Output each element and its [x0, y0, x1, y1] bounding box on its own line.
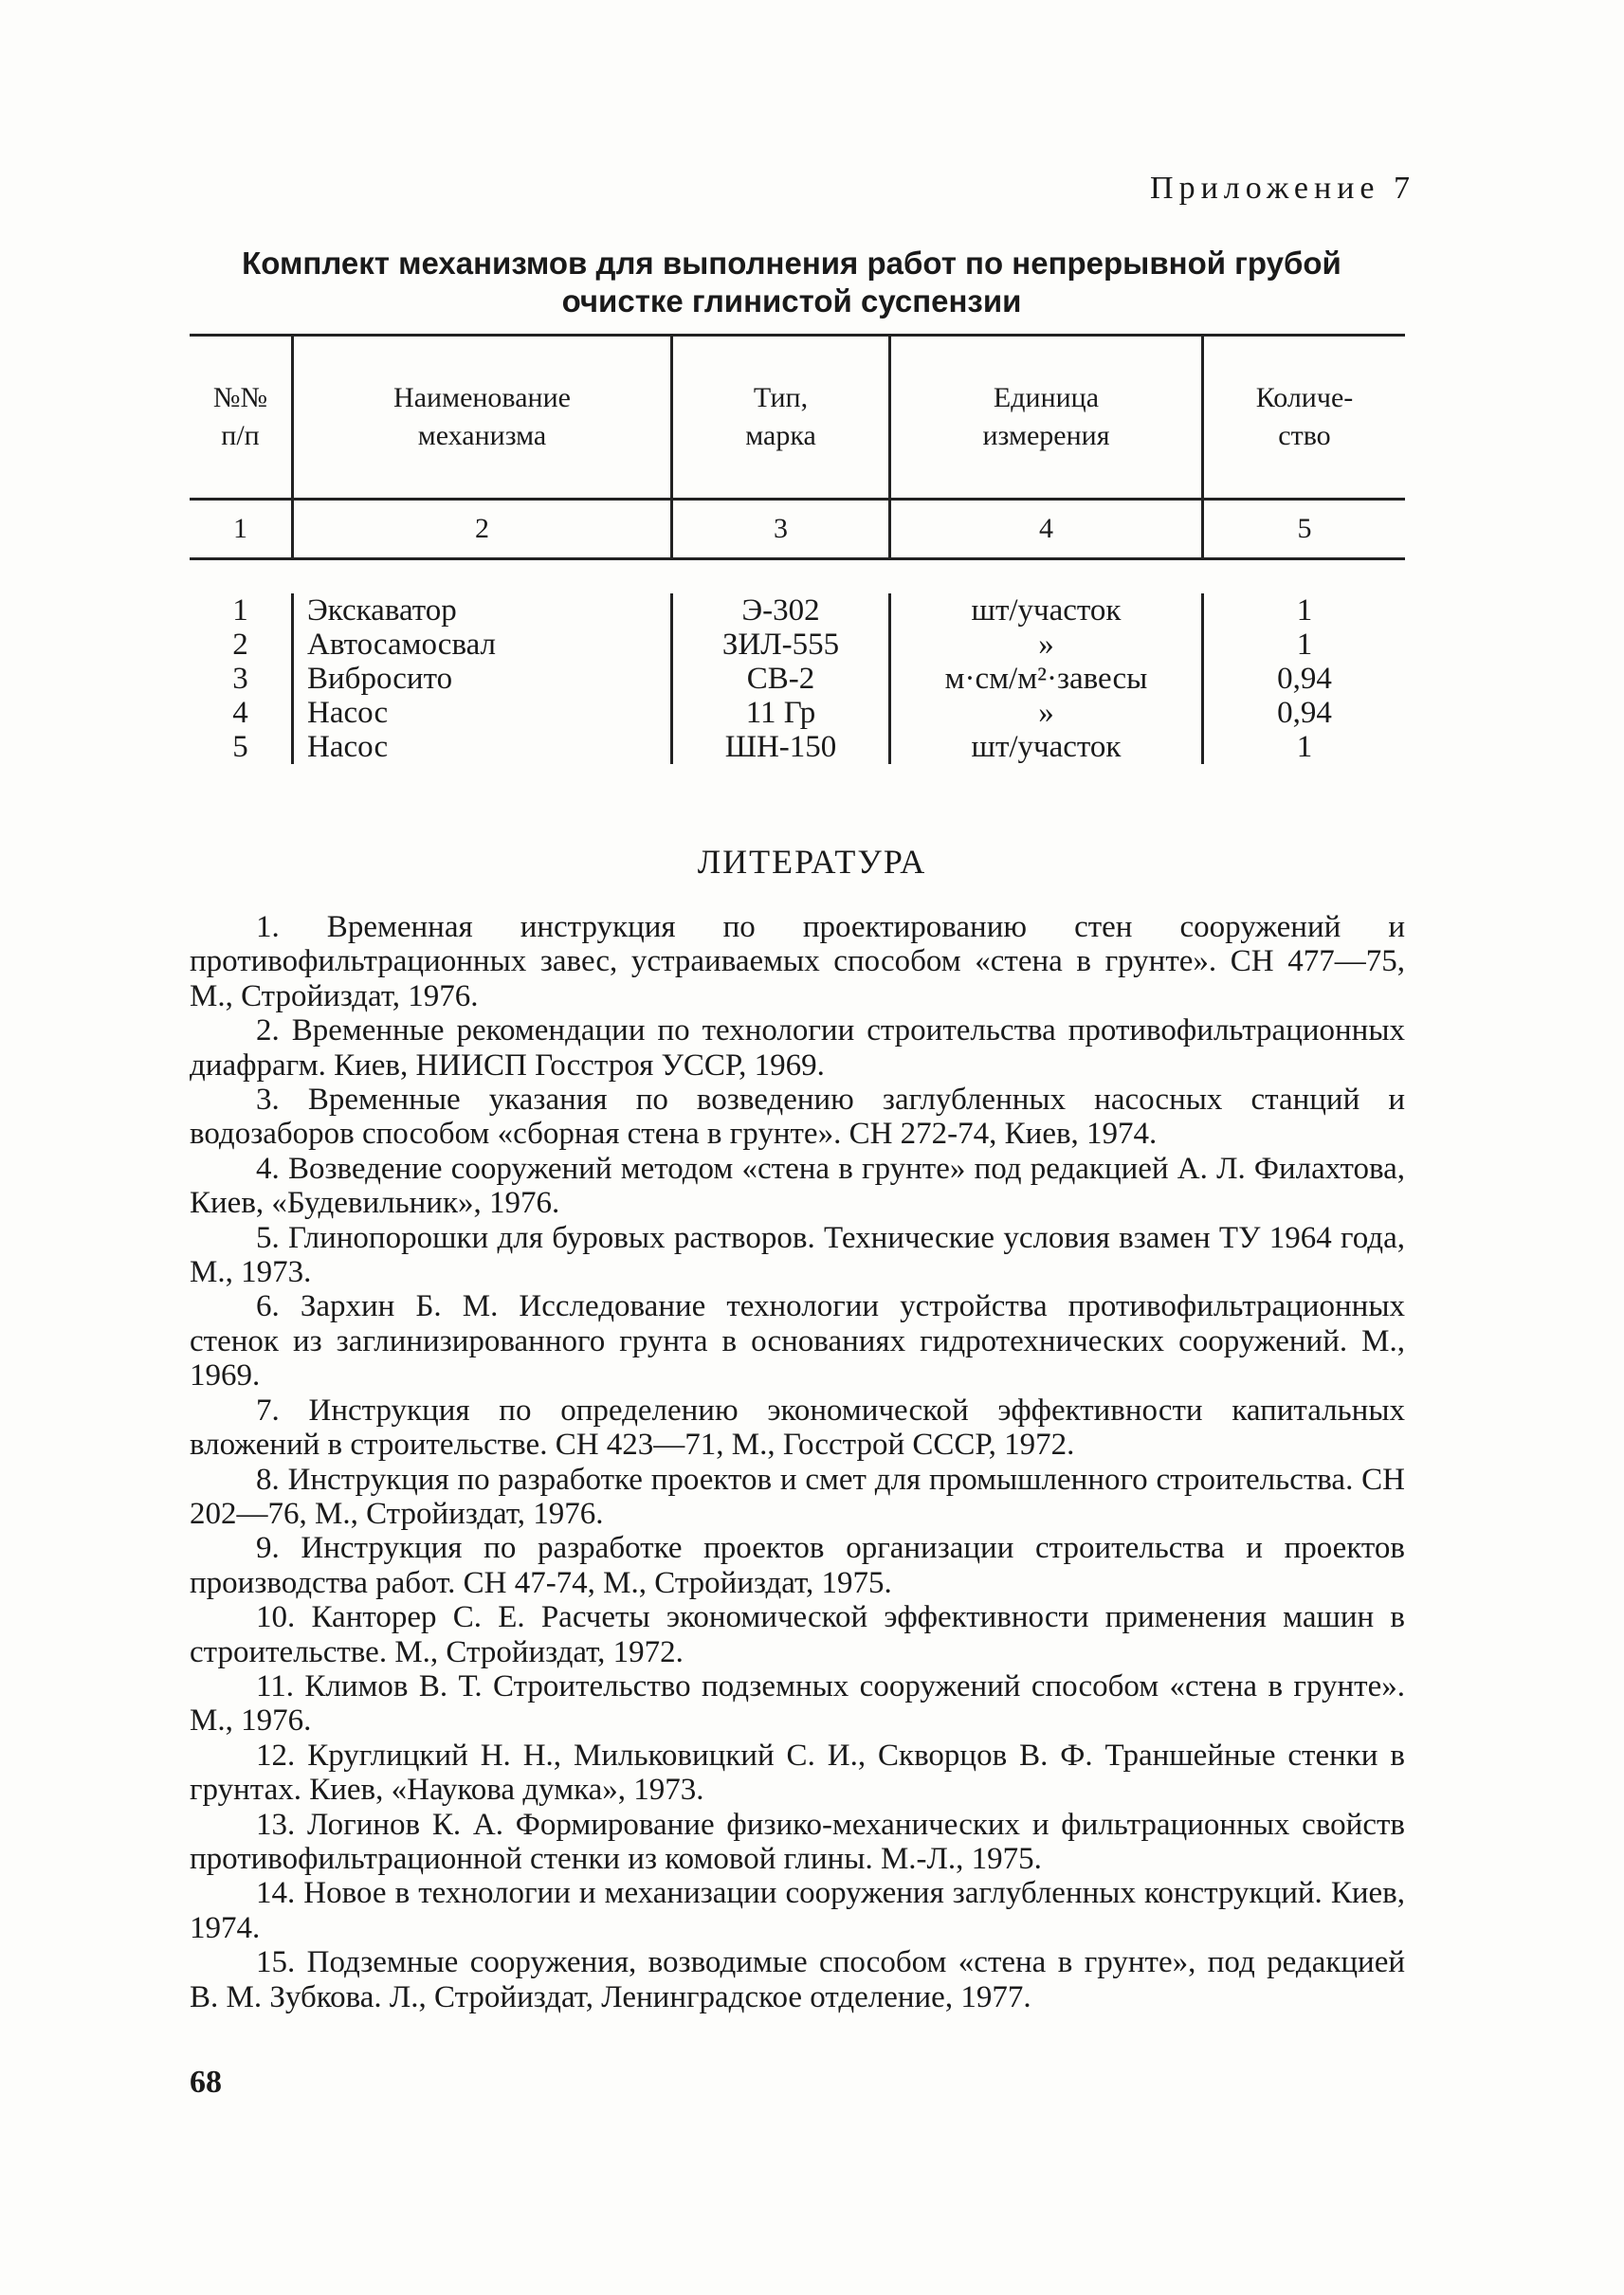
header-type-line-1: Тип, — [753, 382, 809, 413]
row-name: Насос — [294, 730, 673, 764]
reference-item: 4. Возведение сооружений методом «стена в грунте» под редакцией А. Л. Филахтова, Киев, «Будевильник», 1976. — [190, 1151, 1405, 1221]
reference-item: 13. Логинов К. А. Формирование физико-механических и фильтрационных свойств противофильтрационной стенки из комовой глины. М.-Л., 1975. — [190, 1807, 1405, 1876]
row-num: 4 — [190, 696, 294, 730]
literature-heading: ЛИТЕРАТУРА — [697, 843, 927, 881]
row-unit: » — [891, 696, 1204, 730]
header-num — [190, 337, 294, 498]
reference-item: 15. Подземные сооружения, возводимые способом «стена в грунте», под редакцией В. М. Зубкова. Л., Стройиздат, Ленинградское отделение, 1977. — [190, 1945, 1405, 2014]
header-name-line-1: Наименование — [393, 382, 571, 413]
table-row — [190, 730, 1405, 764]
row-num: 3 — [190, 662, 294, 696]
table-row — [190, 593, 1405, 628]
row-type: 11 Гр — [673, 696, 891, 730]
reference-item: 7. Инструкция по определению экономической эффективности капитальных вложений в строительстве. СН 423—71, М., Госстрой СССР, 1972. — [190, 1393, 1405, 1463]
header-unit — [891, 337, 1204, 498]
table-title-line-2: очистке глинистой суспензии — [561, 283, 1022, 319]
page-number: 68 — [190, 2065, 222, 2100]
reference-item: 14. Новое в технологии и механизации сооружения заглубленных конструкций. Киев, 1974. — [190, 1876, 1405, 1945]
row-unit: шт/участок — [891, 593, 1204, 628]
reference-item: 10. Канторер С. Е. Расчеты экономической эффективности применения машин в строительстве. М., Стройиздат, 1972. — [190, 1600, 1405, 1669]
reference-item: 8. Инструкция по разработке проектов и смет для промышленного строительства. СН 202—76, М., Стройиздат, 1976. — [190, 1462, 1405, 1531]
table-row — [190, 696, 1405, 730]
column-number: 4 — [891, 501, 1204, 557]
row-qty: 1 — [1296, 628, 1313, 662]
column-number-row — [190, 498, 1405, 560]
reference-item: 9. Инструкция по разработке проектов организации строительства и проектов производства работ. СН 47-74, М., Стройиздат, 1975. — [190, 1531, 1405, 1600]
header-qty-line-1: Количе- — [1255, 382, 1354, 413]
header-name — [294, 337, 673, 498]
column-number: 2 — [294, 501, 673, 557]
table-title-line-1: Комплект механизмов для выполнения работ по непрерывной грубой — [242, 246, 1341, 281]
header-type-line-2: марка — [745, 420, 816, 451]
row-type: ЗИЛ-555 — [673, 628, 891, 662]
row-unit: м·см/м²·завесы — [891, 662, 1204, 696]
row-qty: 1 — [1296, 730, 1313, 764]
reference-item: 11. Климов В. Т. Строительство подземных сооружений способом «стена в грунте». М., 1976. — [190, 1668, 1405, 1739]
row-type: ШН-150 — [673, 730, 891, 764]
row-qty: 0,94 — [1277, 662, 1332, 696]
header-unit-line-2: измерения — [982, 420, 1110, 451]
row-num: 5 — [190, 730, 294, 764]
row-num: 2 — [190, 628, 294, 662]
row-qty: 0,94 — [1277, 696, 1332, 730]
row-name: Автосамосвал — [294, 628, 673, 662]
header-num-line-2: п/п — [221, 420, 260, 451]
header-name-line-2: механизма — [417, 420, 547, 451]
table-row — [190, 628, 1405, 662]
row-unit: шт/участок — [891, 730, 1204, 764]
header-qty — [1204, 337, 1405, 498]
reference-item: 2. Временные рекомендации по технологии строительства противофильтрационных диафрагм. Киев, НИИСП Госстроя УССР, 1969. — [190, 1013, 1405, 1083]
row-type: Э-302 — [673, 593, 891, 628]
row-unit: » — [891, 628, 1204, 662]
table-row — [190, 662, 1405, 696]
row-num: 1 — [190, 593, 294, 628]
table-body — [190, 560, 1405, 764]
row-type: СВ-2 — [673, 662, 891, 696]
header-qty-line-2: ство — [1278, 420, 1331, 451]
row-name: Насос — [294, 696, 673, 730]
row-name: Экскаватор — [294, 593, 673, 628]
reference-item: 6. Зархин Б. М. Исследование технологии устройства противофильтрационных стенок из заглинизированного грунта в основаниях гидротехнических сооружений. М., 1969. — [190, 1289, 1405, 1393]
reference-item: 1. Временная инструкция по проектированию стен сооружений и противофильтрационных завес, устраиваемых способом «стена в грунте». СН 477—75, М., Стройиздат, 1976. — [190, 910, 1405, 1013]
header-type — [673, 337, 891, 498]
column-number: 3 — [673, 501, 891, 557]
column-number: 1 — [190, 501, 294, 557]
mechanisms-table — [190, 334, 1405, 764]
reference-item: 12. Круглицкий Н. Н., Мильковицкий С. И., Скворцов В. Ф. Траншейные стенки в грунтах. Киев, «Наукова думка», 1973. — [190, 1738, 1405, 1808]
reference-item: 5. Глинопорошки для буровых растворов. Технические условия взамен ТУ 1964 года, М., 1973. — [190, 1220, 1405, 1290]
appendix-label: Приложение 7 — [1150, 171, 1415, 206]
table-header-row — [190, 337, 1405, 498]
header-unit-line-1: Единица — [993, 382, 1100, 413]
row-qty: 1 — [1296, 593, 1313, 628]
column-number: 5 — [1297, 513, 1312, 544]
header-num-line-1: №№ — [212, 382, 268, 413]
row-name: Вибросито — [294, 662, 673, 696]
table-title — [190, 245, 1394, 320]
reference-item: 3. Временные указания по возведению заглубленных насосных станций и водозаборов способом «сборная стена в грунте». СН 272-74, Киев, 1974. — [190, 1083, 1405, 1152]
literature-list — [190, 910, 1405, 2014]
